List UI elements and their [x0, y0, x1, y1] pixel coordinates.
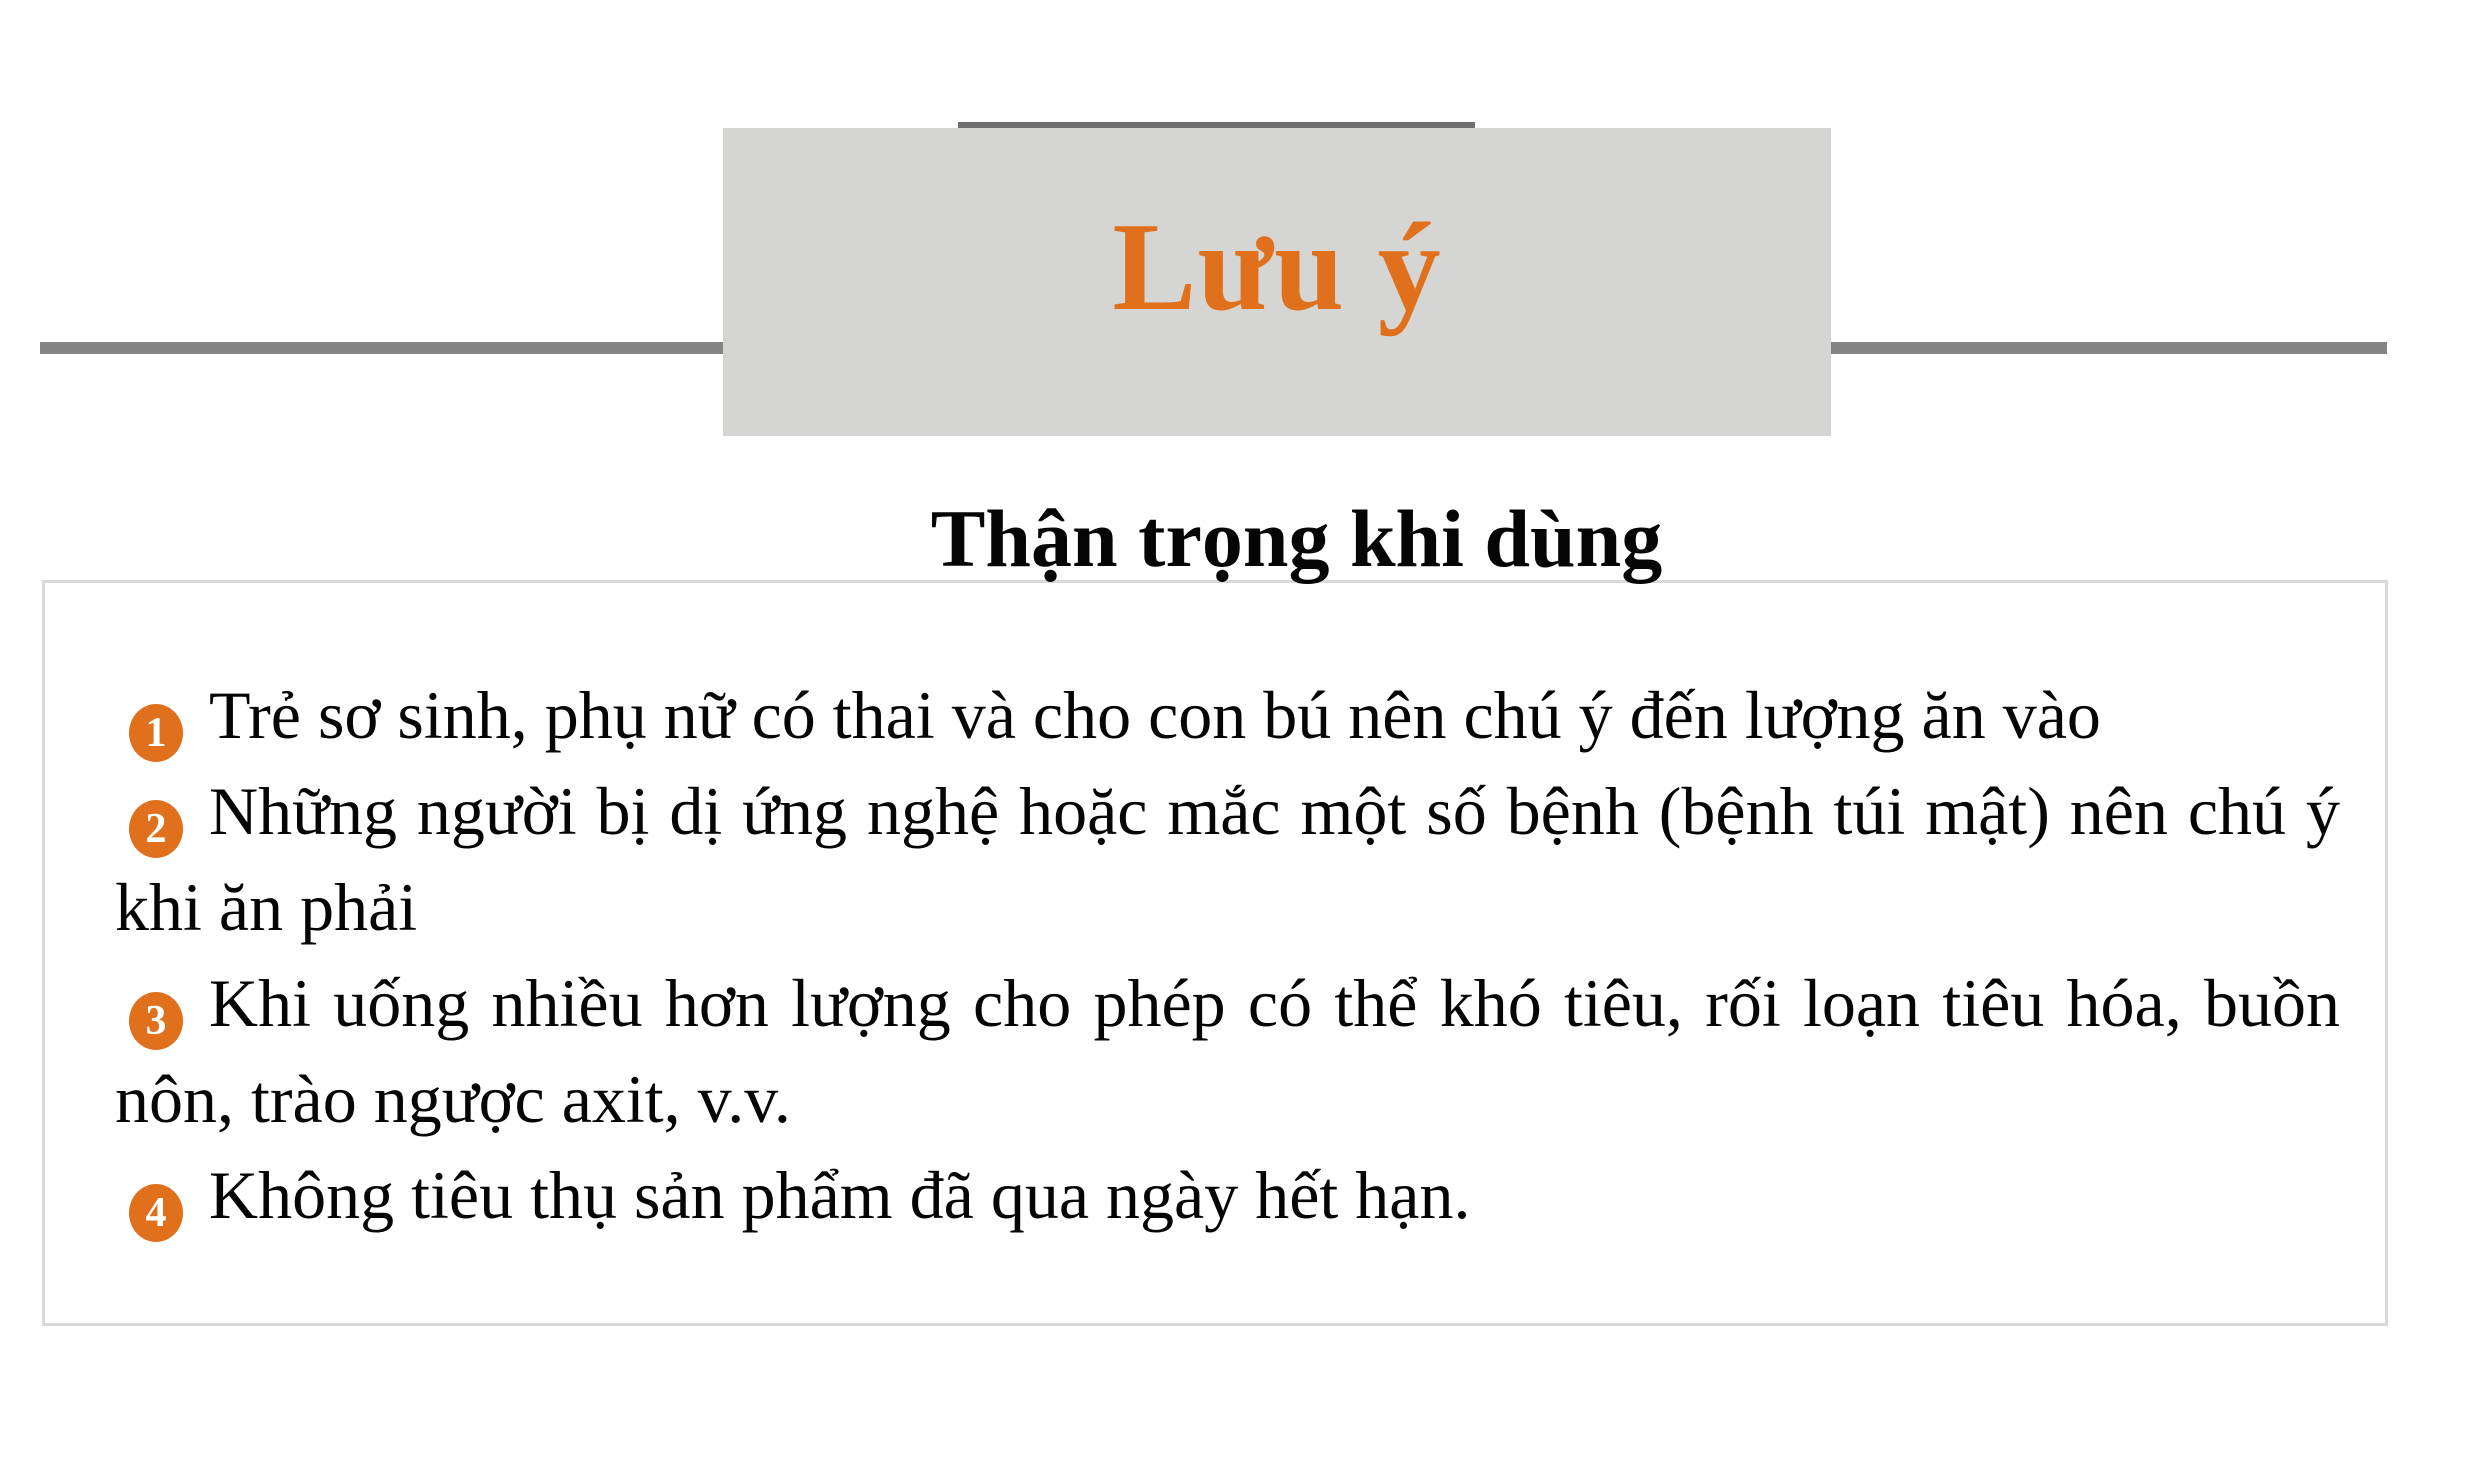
list-item: [115, 1147, 2340, 1243]
list-item-text: Những người bị dị ứng nghệ hoặc mắc một số bệnh (bệnh túi mật) nên chú ý khi ăn phải: [115, 773, 2340, 945]
list-item-text: Khi uống nhiều hơn lượng cho phép có thể khó tiêu, rối loạn tiêu hóa, buồn nôn, trào ngược axit, v.v.: [115, 965, 2340, 1137]
section-heading: Thận trọng khi dùng: [930, 493, 1663, 584]
numbered-badge-icon: 3: [129, 992, 183, 1050]
numbered-badge-icon: 1: [129, 704, 183, 762]
page-title: Lưu ý: [1112, 198, 1442, 337]
list-item: [115, 667, 2340, 763]
list-item: [115, 763, 2340, 955]
caution-box: [42, 580, 2388, 1326]
list-item: [115, 955, 2340, 1147]
numbered-badge-icon: 2: [129, 800, 183, 858]
list-item-text: Trẻ sơ sinh, phụ nữ có thai và cho con bú nên chú ý đến lượng ăn vào: [209, 677, 2101, 753]
list-item-text: Không tiêu thụ sản phẩm đã qua ngày hết hạn.: [209, 1157, 1471, 1233]
title-box: [723, 128, 1831, 436]
numbered-badge-icon: 4: [129, 1184, 183, 1242]
